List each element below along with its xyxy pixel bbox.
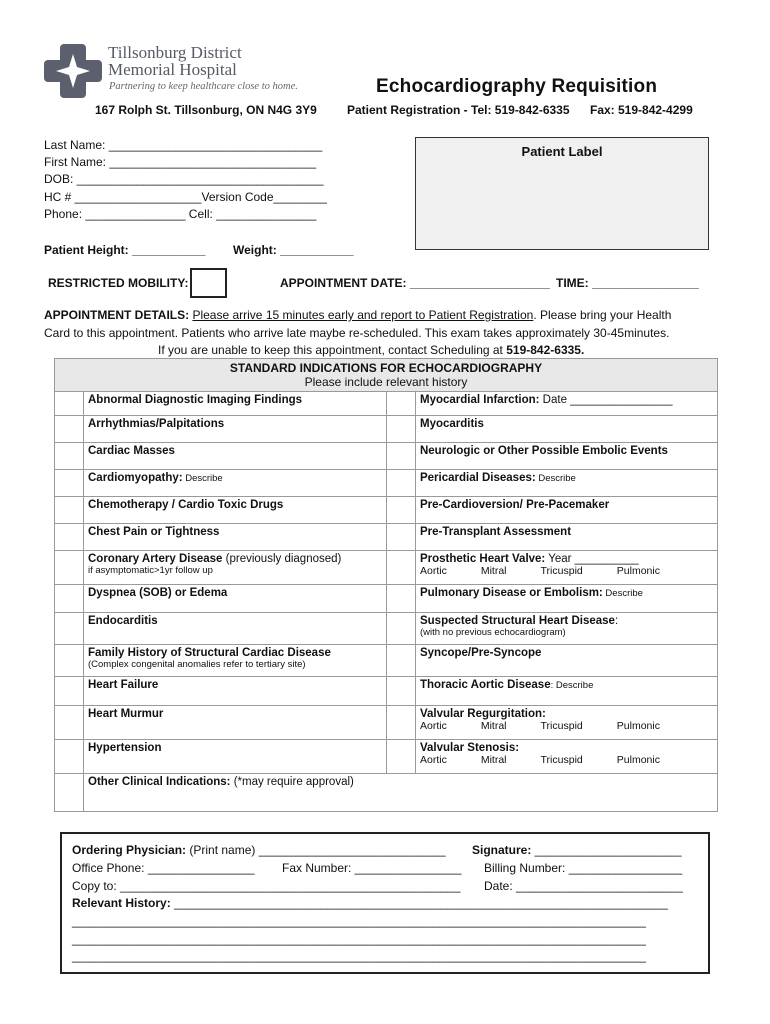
- table-row: [55, 470, 718, 497]
- hc-field[interactable]: HC # ___________________Version Code________: [44, 190, 327, 204]
- table-row: [55, 645, 718, 677]
- history-line[interactable]: ______________________________________________________________________________________: [72, 949, 646, 963]
- table-row: [55, 524, 718, 551]
- indication-cardiomyopathy: Cardiomyopathy: Describe: [84, 470, 387, 497]
- restricted-mobility-label: RESTRICTED MOBILITY:: [48, 276, 189, 290]
- indication-chest-pain: Chest Pain or Tightness: [84, 524, 387, 551]
- first-name-field[interactable]: First Name: _______________________________: [44, 155, 317, 169]
- patient-label-box[interactable]: [415, 137, 709, 250]
- ordering-physician-field[interactable]: Ordering Physician: (Print name) ____________________________: [72, 843, 446, 857]
- table-heading: STANDARD INDICATIONS FOR ECHOCARDIOGRAPHY: [229, 361, 543, 375]
- date-field[interactable]: Date: _________________________: [484, 879, 683, 893]
- office-phone-field[interactable]: Office Phone: ________________: [72, 861, 255, 875]
- checkbox-cell[interactable]: [55, 740, 84, 774]
- indication-dyspnea: Dyspnea (SOB) or Edema: [84, 585, 387, 613]
- checkbox-cell[interactable]: [55, 416, 84, 443]
- checkbox-cell[interactable]: [55, 645, 84, 677]
- relevant-history-field[interactable]: Relevant History: __________________________________________________________________________: [72, 896, 668, 910]
- indication-endocarditis: Endocarditis: [84, 613, 387, 645]
- checkbox-cell[interactable]: [55, 524, 84, 551]
- checkbox-cell[interactable]: [386, 645, 415, 677]
- checkbox-cell[interactable]: [386, 416, 415, 443]
- restricted-mobility-checkbox[interactable]: [190, 268, 227, 298]
- appointment-details-line1: [44, 308, 671, 322]
- checkbox-cell[interactable]: [386, 706, 415, 740]
- hospital-name-line1: Tillsonburg District: [108, 43, 242, 62]
- checkbox-cell[interactable]: [386, 585, 415, 613]
- checkbox-cell[interactable]: [386, 497, 415, 524]
- indication-other-clinical[interactable]: Other Clinical Indications: (*may require approval): [84, 774, 718, 812]
- indication-prosthetic-valve: Prosthetic Heart Valve: Year __________ Aortic Mitral Tricuspid Pulmonic: [415, 551, 717, 585]
- indication-cardiac-masses: Cardiac Masses: [84, 443, 387, 470]
- phone-field[interactable]: Phone: _______________ Cell: _______________: [44, 207, 317, 221]
- table-subheading: Please include relevant history: [304, 375, 468, 389]
- table-header: [55, 359, 718, 392]
- fax-number-field[interactable]: Fax Number: ________________: [282, 861, 462, 875]
- hospital-logo-icon: [44, 44, 102, 98]
- indication-thoracic-aortic: Thoracic Aortic Disease: Describe: [415, 677, 717, 706]
- history-line[interactable]: ______________________________________________________________________________________: [72, 932, 646, 946]
- checkbox-cell[interactable]: [55, 677, 84, 706]
- table-row: [55, 392, 718, 416]
- checkbox-cell[interactable]: [386, 740, 415, 774]
- checkbox-cell[interactable]: [55, 706, 84, 740]
- indication-family-history: Family History of Structural Cardiac Disease (Complex congenital anomalies refer to tertiary site): [84, 645, 387, 677]
- table-row: [55, 551, 718, 585]
- copy-to-field[interactable]: Copy to: ___________________________________________________: [72, 879, 461, 893]
- indication-embolic-events: Neurologic or Other Possible Embolic Events: [415, 443, 717, 470]
- checkbox-cell[interactable]: [386, 470, 415, 497]
- appointment-details-label: APPOINTMENT DETAILS:: [44, 308, 190, 322]
- indication-myocarditis: Myocarditis: [415, 416, 717, 443]
- tagline: Partnering to keep healthcare close to home.: [109, 81, 298, 92]
- hospital-name: [108, 44, 242, 78]
- checkbox-cell[interactable]: [386, 677, 415, 706]
- scheduling-phone: 519-842-6335.: [506, 343, 585, 357]
- appointment-details-line3: [158, 343, 584, 357]
- arrive-early-note: Please arrive 15 minutes early and report to Patient Registration: [192, 308, 534, 322]
- last-name-field[interactable]: Last Name: ________________________________: [44, 138, 323, 152]
- indication-syncope: Syncope/Pre-Syncope: [415, 645, 717, 677]
- hospital-name-line2: Memorial Hospital: [108, 60, 237, 79]
- hospital-address: 167 Rolph St. Tillsonburg, ON N4G 3Y9: [95, 103, 317, 117]
- indication-coronary-artery: Coronary Artery Disease (previously diagnosed) if asymptomatic>1yr follow up: [84, 551, 387, 585]
- registration-phone: Patient Registration - Tel: 519-842-6335: [347, 103, 570, 117]
- table-row: [55, 585, 718, 613]
- indications-table: [54, 358, 718, 812]
- appointment-details-line2: Card to this appointment. Patients who arrive late maybe re-scheduled. This exam takes approximately 30-45minutes.: [44, 326, 670, 340]
- checkbox-cell[interactable]: [386, 443, 415, 470]
- indication-pulmonary-disease: Pulmonary Disease or Embolism: Describe: [415, 585, 717, 613]
- indication-pre-cardioversion: Pre-Cardioversion/ Pre-Pacemaker: [415, 497, 717, 524]
- indication-heart-murmur: Heart Murmur: [84, 706, 387, 740]
- checkbox-cell[interactable]: [55, 585, 84, 613]
- table-row: [55, 740, 718, 774]
- checkbox-cell[interactable]: [55, 774, 84, 812]
- appointment-time-field[interactable]: TIME: ________________: [556, 276, 699, 290]
- indication-heart-failure: Heart Failure: [84, 677, 387, 706]
- indication-structural-heart: Suspected Structural Heart Disease: (with no previous echocardiogram): [415, 613, 717, 645]
- checkbox-cell[interactable]: [55, 613, 84, 645]
- dob-field[interactable]: DOB: _____________________________________: [44, 172, 324, 186]
- indication-hypertension: Hypertension: [84, 740, 387, 774]
- checkbox-cell[interactable]: [386, 524, 415, 551]
- checkbox-cell[interactable]: [55, 443, 84, 470]
- checkbox-cell[interactable]: [386, 551, 415, 585]
- indication-pre-transplant: Pre-Transplant Assessment: [415, 524, 717, 551]
- checkbox-cell[interactable]: [386, 392, 415, 416]
- appointment-date-field[interactable]: APPOINTMENT DATE: _____________________: [280, 276, 550, 290]
- indication-chemotherapy: Chemotherapy / Cardio Toxic Drugs: [84, 497, 387, 524]
- indication-arrhythmias: Arrhythmias/Palpitations: [84, 416, 387, 443]
- checkbox-cell[interactable]: [386, 613, 415, 645]
- table-row: [55, 613, 718, 645]
- table-row: [55, 706, 718, 740]
- history-line[interactable]: ______________________________________________________________________________________: [72, 914, 646, 928]
- table-row: [55, 677, 718, 706]
- signature-field[interactable]: Signature: ______________________: [472, 843, 682, 857]
- indication-abnormal-imaging: Abnormal Diagnostic Imaging Findings: [84, 392, 387, 416]
- checkbox-cell[interactable]: [55, 551, 84, 585]
- height-field[interactable]: Patient Height: ___________: [44, 243, 206, 257]
- billing-number-field[interactable]: Billing Number: _________________: [484, 861, 683, 875]
- checkbox-cell[interactable]: [55, 497, 84, 524]
- scheduling-note: If you are unable to keep this appointment, contact Scheduling at: [158, 343, 507, 357]
- fax-number: Fax: 519-842-4299: [590, 103, 693, 117]
- checkbox-cell[interactable]: [55, 392, 84, 416]
- page-title: Echocardiography Requisition: [376, 76, 658, 97]
- checkbox-cell[interactable]: [55, 470, 84, 497]
- table-row: [55, 416, 718, 443]
- indication-pericardial: Pericardial Diseases: Describe: [415, 470, 717, 497]
- ordering-physician-box: [60, 832, 710, 974]
- bring-card-note: . Please bring your Health: [533, 308, 672, 322]
- weight-field[interactable]: Weight: ___________: [233, 243, 354, 257]
- indication-myocardial-infarction: Myocardial Infarction: Date ________________: [415, 392, 717, 416]
- indication-valvular-stenosis: Valvular Stenosis: Aortic Mitral Tricuspid Pulmonic: [415, 740, 717, 774]
- table-row: [55, 497, 718, 524]
- indication-valvular-regurgitation: Valvular Regurgitation: Aortic Mitral Tricuspid Pulmonic: [415, 706, 717, 740]
- patient-label-title: Patient Label: [521, 144, 603, 159]
- table-row: [55, 443, 718, 470]
- table-row: [55, 774, 718, 812]
